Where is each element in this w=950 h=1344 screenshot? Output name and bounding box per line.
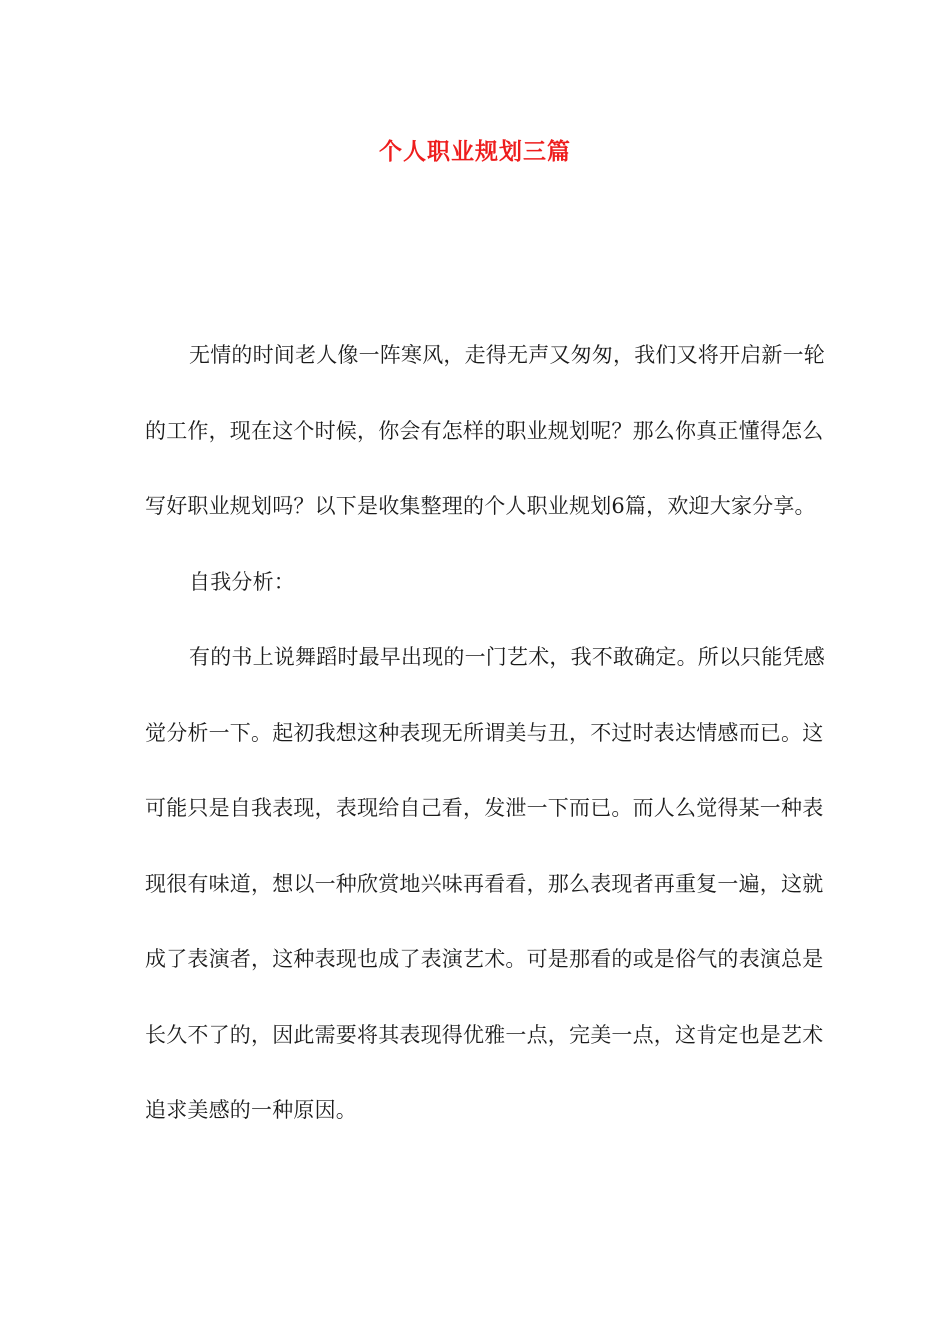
paragraph-self-analysis-heading: 自我分析：	[189, 569, 295, 594]
paragraph-dance-analysis: 有的书上说舞蹈时最早出现的一门艺术，我不敢确定。所以只能凭感觉分析一下。起初我想这种表现无所谓美与丑，不过时表达情感而已。这可能只是自我表现，表现给自己看，发泄一下而已。而人么觉得某一种表现很有味道，想以一种欣赏地兴味再看看，那么表现者再重复一遍，这就成了表演者，这种表现也成了表演艺术。可是那看的或是俗气的表演总是长久不了的，因此需要将其表现得优雅一点，完美一点，这肯定也是艺术追求美感的一种原因。	[145, 645, 825, 1122]
paragraph-intro: 无情的时间老人像一阵寒风，走得无声又匆匆，我们又将开启新一轮的工作，现在这个时候，你会有怎样的职业规划呢？那么你真正懂得怎么写好职业规划吗？以下是收集整理的个人职业规划6篇，欢迎大家分享。	[145, 343, 825, 518]
document-body	[145, 318, 825, 1149]
document-title: 个人职业规划三篇	[379, 138, 571, 165]
